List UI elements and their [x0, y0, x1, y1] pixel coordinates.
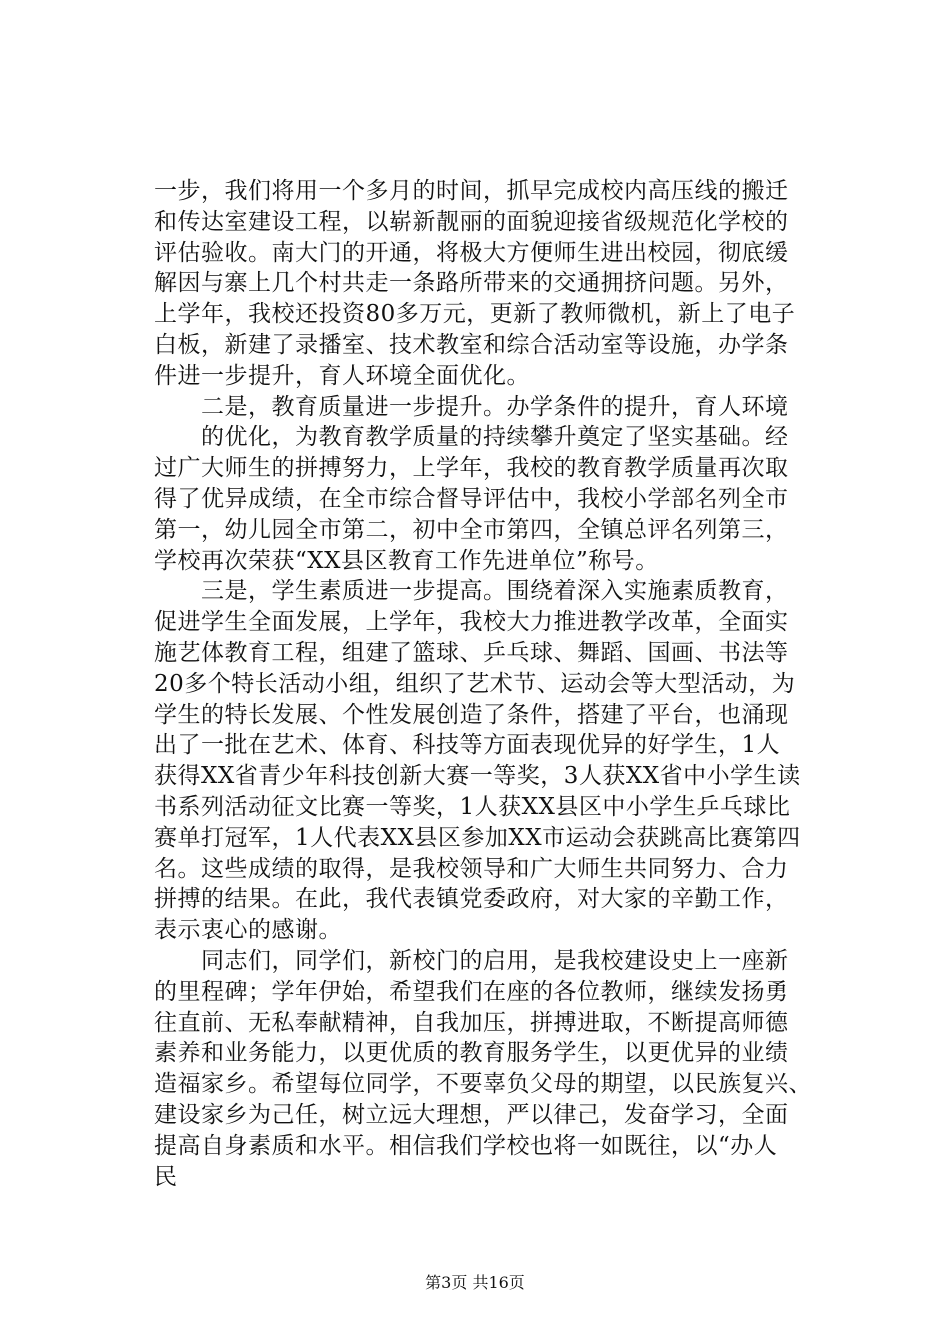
- text-line: 获得XX省青少年科技创新大赛一等奖，3人获XX省中小学生读: [154, 763, 801, 790]
- text-line: 二是，教育质量进一步提升。办学条件的提升，育人环境: [154, 393, 789, 420]
- text-line: 出了一批在艺术、体育、科技等方面表现优异的好学生，1人: [154, 732, 781, 759]
- text-line: 表示衷心的感谢。: [154, 917, 342, 944]
- text-line: 造福家乡。希望每位同学，不要辜负父母的期望，以民族复兴、: [154, 1071, 812, 1098]
- text-line: 白板，新建了录播室、技术教室和综合活动室等设施，办学条: [154, 331, 789, 358]
- text-line: 学校再次荣获“XX县区教育工作先进单位”称号。: [154, 547, 659, 574]
- text-line: 一步，我们将用一个多月的时间，抓早完成校内高压线的搬迁: [154, 178, 789, 204]
- text-line: 民: [154, 1163, 178, 1190]
- text-line: 书系列活动征文比赛一等奖，1人获XX县区中小学生乒乓球比: [154, 793, 791, 820]
- text-line: 赛单打冠军，1人代表XX县区参加XX市运动会获跳高比赛第四: [154, 824, 801, 851]
- text-line: 名。这些成绩的取得，是我校领导和广大师生共同努力、合力: [154, 855, 789, 882]
- body-text: [154, 176, 834, 1192]
- text-line: 第一，幼儿园全市第二，初中全市第四，全镇总评名列第三，: [154, 516, 789, 543]
- text-line: 三是，学生素质进一步提高。围绕着深入实施素质教育，: [154, 578, 789, 605]
- text-line: 同志们，同学们，新校门的启用，是我校建设史上一座新: [154, 947, 789, 974]
- text-line: 往直前、无私奉献精神，自我加压，拼搏进取，不断提高师德: [154, 1009, 789, 1036]
- page-footer: 第3页 共16页: [425, 1273, 525, 1292]
- text-line: 建设家乡为己任，树立远大理想，严以律己，发奋学习，全面: [154, 1101, 789, 1128]
- text-line: 上学年，我校还投资80多万元，更新了教师微机，新上了电子: [154, 301, 796, 328]
- text-line: 施艺体教育工程，组建了篮球、乒乓球、舞蹈、国画、书法等: [154, 639, 789, 666]
- text-line: 拼搏的结果。在此，我代表镇党委政府，对大家的辛勤工作，: [154, 886, 789, 913]
- text-line: 解因与寨上几个村共走一条路所带来的交通拥挤问题。另外，: [154, 270, 789, 297]
- text-line: 促进学生全面发展，上学年，我校大力推进教学改革，全面实: [154, 609, 789, 636]
- text-line: 提高自身素质和水平。相信我们学校也将一如既往，以“办人: [154, 1132, 778, 1159]
- text-line: 评估验收。南大门的开通，将极大方便师生进出校园，彻底缓: [154, 239, 789, 266]
- text-line: 20多个特长活动小组，组织了艺术节、运动会等大型活动，为: [154, 670, 796, 697]
- text-line: 件进一步提升，育人环境全面优化。: [154, 362, 530, 389]
- text-line: 的里程碑；学年伊始，希望我们在座的各位教师，继续发扬勇: [154, 978, 789, 1005]
- text-line: 素养和业务能力，以更优质的教育服务学生，以更优异的业绩: [154, 1040, 789, 1067]
- text-line: 的优化，为教育教学质量的持续攀升奠定了坚实基础。经: [154, 424, 789, 451]
- text-line: 得了优异成绩，在全市综合督导评估中，我校小学部名列全市: [154, 485, 789, 512]
- text-line: 过广大师生的拼搏努力，上学年，我校的教育教学质量再次取: [154, 455, 789, 482]
- text-line: 学生的特长发展、个性发展创造了条件，搭建了平台，也涌现: [154, 701, 789, 728]
- text-line: 和传达室建设工程，以崭新靓丽的面貌迎接省级规范化学校的: [154, 208, 789, 235]
